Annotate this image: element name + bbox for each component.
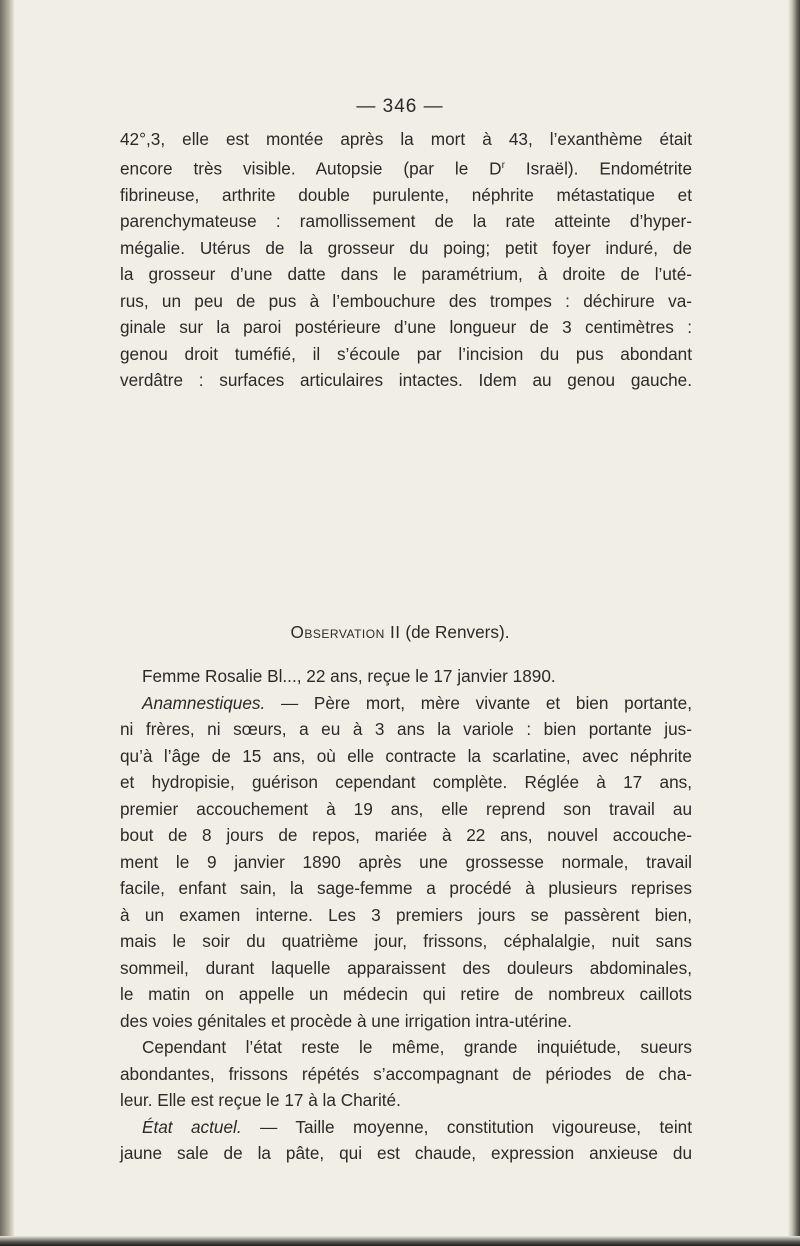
text-line	[120, 1114, 692, 1141]
text-line	[120, 690, 692, 717]
page-bottom-shadow	[0, 1236, 800, 1246]
text-line: jaune sale de la pâte, qui est chaude, expression anxieuse du	[120, 1143, 692, 1163]
text-line: le matin on appelle un médecin qui retire de nombreux caillots	[120, 984, 692, 1004]
page-number: — 346 —	[356, 96, 444, 117]
text-line: Cependant l’état reste le même, grande inquiétude, sueurs	[142, 1037, 692, 1057]
text-line: Femme Rosalie Bl..., 22 ans, reçue le 17 janvier 1890.	[142, 666, 556, 686]
text-line: des voies génitales et procède à une irrigation intra-utérine.	[120, 1010, 572, 1031]
text-fragment: — Taille moyenne, constitution vigoureuse, teint	[241, 1116, 692, 1137]
text-line: abondantes, frissons répétés s’accompagnant de périodes de cha-	[120, 1063, 692, 1084]
text-line: facile, enfant sain, la sage-femme a procédé à plusieurs reprises	[120, 878, 692, 898]
text-line: mégalie. Utérus de la grosseur du poing; petit foyer induré, de	[120, 237, 692, 258]
text-line: sommeil, durant laquelle apparaissent des douleurs abdominales,	[120, 957, 692, 978]
section-label: État actuel.	[142, 1116, 242, 1137]
text-line: fibrineuse, arthrite double purulente, néphrite métastatique et	[120, 184, 692, 205]
text-line: bout de 8 jours de repos, mariée à 22 ans, nouvel accouche-	[120, 825, 692, 845]
text-fragment: encore très visible. Autopsie (par le D	[120, 158, 502, 179]
text-line: verdâtre : surfaces articulaires intactes. Idem au genou gauche.	[120, 370, 692, 391]
text-line: ginale sur la paroi postérieure d’une longueur de 3 centimètres :	[120, 317, 692, 338]
text-line: ni frères, ni sœurs, a eu à 3 ans la variole : bien portante jus-	[120, 719, 692, 739]
text-line: genou droit tuméfié, il s’écoule par l’incision du pus abondant	[120, 343, 692, 364]
observation-heading	[0, 622, 800, 643]
text-line: parenchymateuse : ramollissement de la rate atteinte d’hyper-	[120, 211, 692, 232]
text-line: leur. Elle est reçue le 17 à la Charité.	[120, 1090, 401, 1110]
text-line: à un examen interne. Les 3 premiers jours se passèrent bien,	[120, 904, 692, 925]
heading-label: Observation II	[290, 622, 401, 642]
text-line: et hydropisie, guérison cependant complète. Réglée à 17 ans,	[120, 772, 692, 792]
heading-suffix: (de Renvers).	[400, 622, 510, 642]
text-line: mais le soir du quatrième jour, frissons, céphalalgie, nuit sans	[120, 931, 692, 951]
observation-body	[120, 663, 692, 1167]
superscript: r	[501, 159, 505, 171]
text-line: 42°,3, elle est montée après la mort à 43, l’exanthème était	[120, 129, 692, 149]
text-line: premier accouchement à 19 ans, elle reprend son travail au	[120, 798, 692, 819]
text-line: rus, un peu de pus à l’embouchure des trompes : déchirure va-	[120, 290, 692, 311]
text-fragment: — Père mort, mère vivante et bien portante,	[265, 692, 692, 713]
text-fragment: Israël). Endométrite	[504, 158, 693, 179]
text-line: la grosseur d’une datte dans le paramétrium, à droite de l’uté-	[120, 264, 692, 285]
text-line: ment le 9 janvier 1890 après une grossesse normale, travail	[120, 851, 692, 872]
paragraph-autopsy	[120, 126, 692, 394]
section-label: Anamnestiques.	[142, 692, 266, 713]
text-line: qu’à l’âge de 15 ans, où elle contracte la scarlatine, avec néphrite	[120, 745, 692, 766]
text-line	[120, 153, 692, 182]
